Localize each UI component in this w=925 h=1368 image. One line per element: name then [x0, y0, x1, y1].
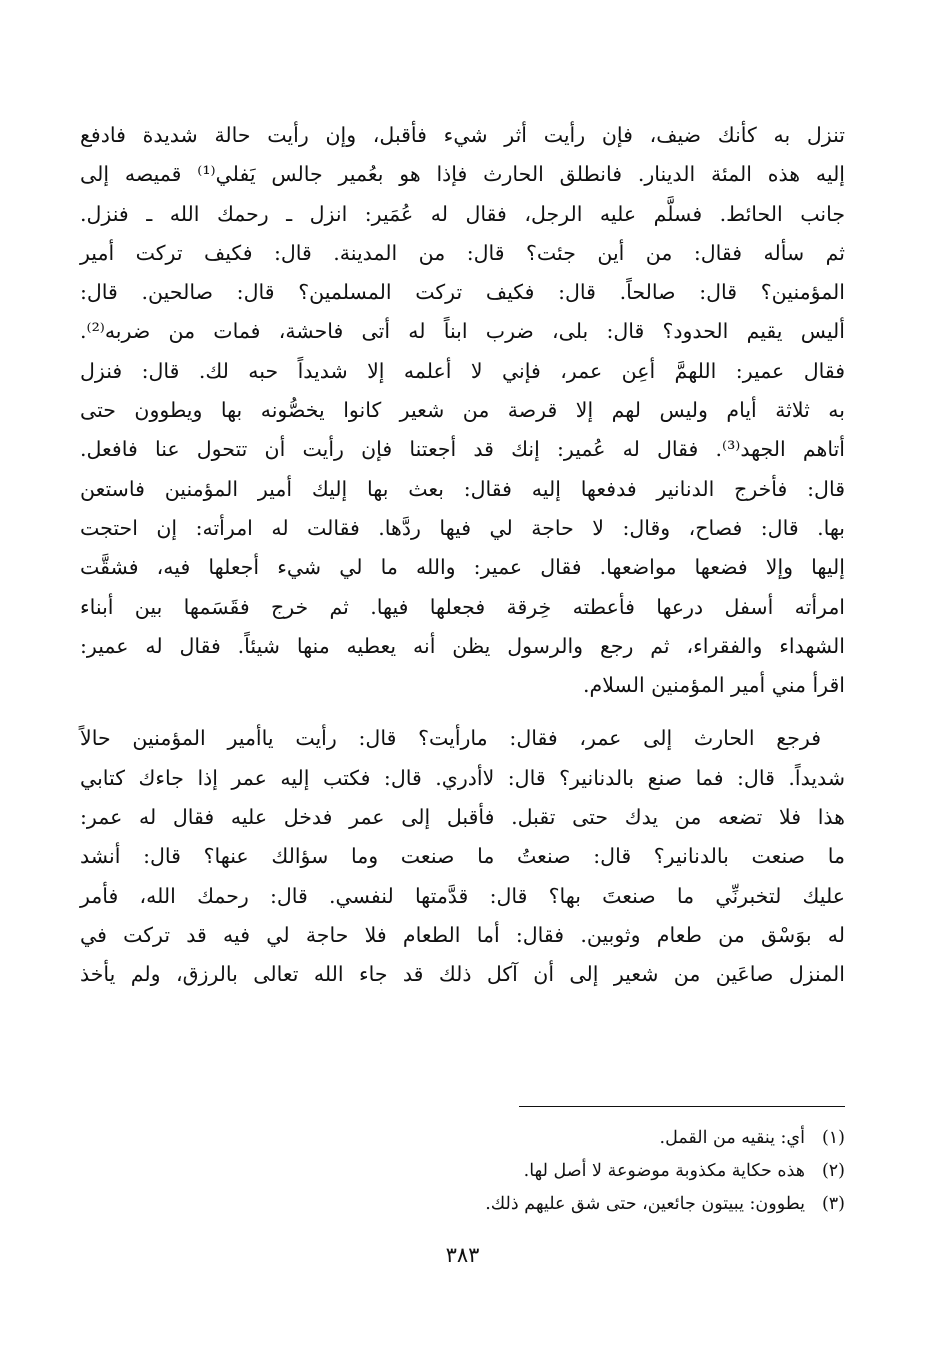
- footnote-number: (١): [821, 1128, 845, 1148]
- text-line: الشهداء والفقراء، ثم رجع والرسول يظن أنه يعطيه منها شيئاً. فقال له عمير:: [80, 633, 845, 658]
- text-line: هذا فلا تضعه من يدك حتى تقبل. فأقبل إلى عمر فدخل عليه فقال له عمر:: [80, 805, 845, 830]
- text-line: جانب الحائط. فسلَّم عليه الرجل، فقال له عُمَير: انزل ـ رحمك الله ـ فنزل.: [80, 201, 845, 226]
- main-text: [80, 116, 845, 995]
- text-line: له بوَسْق من طعام وثوبين. فقال: أما الطعام فلا حاجة لي فيه قد تركت في: [80, 922, 845, 947]
- text-line: بها. قال: فصاح، وقال: لا حاجة لي فيها ردَّها. فقالت له امرأته: إن احتجت: [80, 515, 845, 540]
- paragraph-1: [80, 116, 845, 705]
- footnotes: [245, 1122, 845, 1221]
- text-line: المؤمنين؟ قال: صالحاً. قال: فكيف تركت المسلمين؟ قال: صالحين. قال:: [80, 280, 845, 305]
- text-line: ما صنعت بالدنانير؟ قال: صنعتُ ما صنعت وما سؤالك عنها؟ قال: أنشد: [80, 844, 845, 869]
- text-line: ثم سأله فقال: من أين جئت؟ قال: من المدينة. قال: فكيف تركت أمير: [80, 240, 845, 265]
- text-line: به ثلاثة أيام وليس لهم إلا قرصة من شعير كانوا يخصُّونه بها ويطوون حتى: [80, 398, 845, 423]
- footnote-3: [245, 1188, 845, 1221]
- footnote-2: [245, 1155, 845, 1188]
- text-line: قال: فأخرج الدنانير فدفعها إليه فقال: بعث بها إليك أمير المؤمنين فاستعن: [80, 476, 845, 501]
- text-line: تنزل به كأنك ضيف، فإن رأيت أثر شيء فأقبل، وإن رأيت حالة شديدة فادفع: [80, 123, 845, 147]
- footnote-text: أي: ينقيه من القمل.: [659, 1128, 805, 1148]
- text-line: أتاهم الجهد⁽³⁾. فقال له عُمير: إنك قد أجعتنا فإن رأيت أن تتحول عنا فافعل.: [80, 437, 845, 462]
- paragraph-spacer: [80, 705, 845, 719]
- text-line: إليه هذه المئة الدينار. فانطلق الحارث فإذا هو بعُمير جالس يَفلي⁽¹⁾ قميصه إلى: [80, 162, 846, 187]
- text-line: إليها وإلا فضعها مواضعها. فقال عمير: والله ما لي شيء أجعلها فيه، فشقَّت: [80, 555, 845, 580]
- footnote-divider: [519, 1106, 845, 1107]
- footnote-1: [245, 1122, 845, 1155]
- footnote-number: (٢): [821, 1161, 845, 1181]
- text-line: اقرأ مني أمير المؤمنين السلام.: [582, 673, 845, 698]
- page-number: ٣٨٣: [445, 1243, 480, 1267]
- paragraph-2: [80, 719, 845, 994]
- footnote-text: هذه حكاية مكذوبة موضوعة لا أصل لها.: [523, 1161, 805, 1181]
- text-line: المنزل صاعَين من شعير إلى أن آكل ذلك قد جاء الله تعالى بالرزق، ولم يأخذ: [80, 962, 845, 987]
- text-line: فقال عمير: اللهمَّ أعِن عمر، فإني لا أعلمه إلا شديداً حبه لك. قال: فنزل: [80, 358, 845, 383]
- footnote-text: يطوون: يبيتون جائعين، حتى شق عليهم ذلك.: [485, 1194, 805, 1214]
- text-line: فرجع الحارث إلى عمر، فقال: مارأيت؟ قال: رأيت ياأمير المؤمنين حالاً: [80, 726, 821, 751]
- text-line: شديداً. قال: فما صنع بالدنانير؟ قال: لاأدري. قال: فكتب إليه عمر إذا جاءك كتابي: [80, 765, 845, 790]
- text-line: عليك لتخبرنِّي ما صنعتَ بها؟ قال: قدَّمتها لنفسي. قال: رحمك الله، فأمر: [80, 883, 845, 908]
- footnote-number: (٣): [821, 1194, 845, 1214]
- text-line: أليس يقيم الحدود؟ قال: بلى، ضرب ابناً له أتى فاحشة، فمات من ضربه⁽²⁾.: [80, 319, 845, 344]
- text-line: امرأته أسفل درعها فأعطته خِرقة فجعلها فيها. ثم خرج فقَسَمها بين أبناء: [80, 594, 845, 619]
